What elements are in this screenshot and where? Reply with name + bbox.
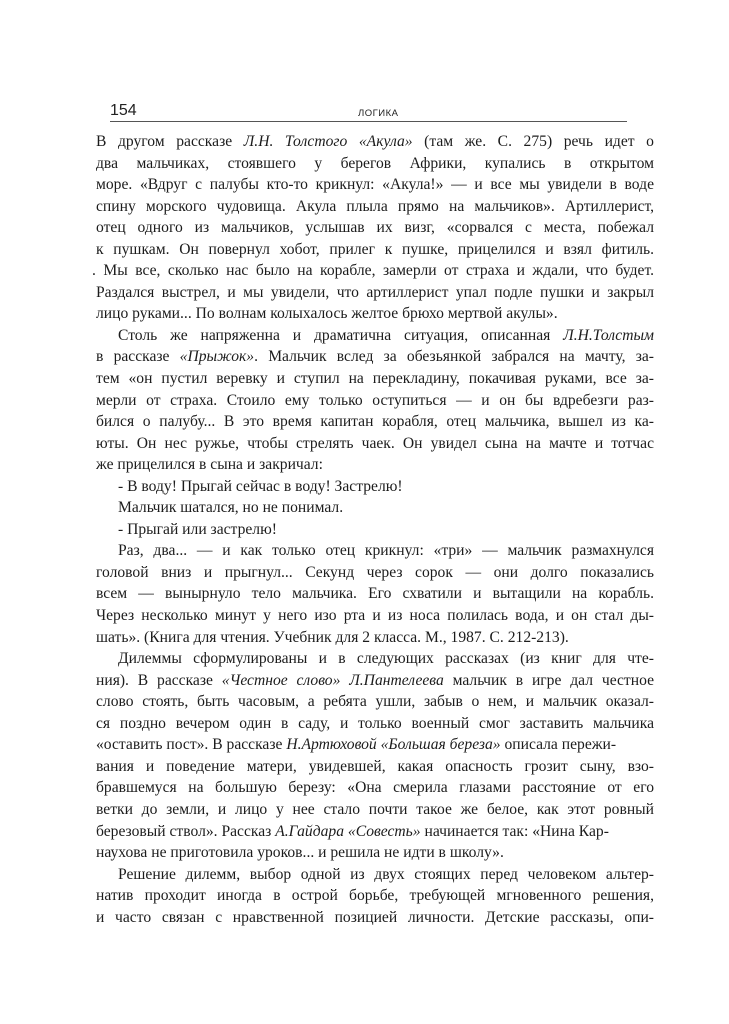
text-run: - Прыгай или застрелю! — [118, 520, 277, 538]
text-run: всем — вынырнуло тело мальчика. Его схватили и вытащили на корабль. — [96, 585, 654, 603]
text-run: море. «Вдруг с палубы кто-то крикнул: «Акула!» — и все мы увидели в воде — [96, 176, 654, 194]
text-run: мальчик в игре дал честное — [443, 671, 654, 689]
text-line — [92, 260, 654, 282]
text-line — [96, 196, 654, 218]
text-run: же прицелился в сына и закричал: — [96, 456, 323, 474]
text-line — [96, 282, 654, 304]
text-line — [96, 476, 654, 498]
text-line — [96, 153, 654, 175]
text-run: - В воду! Прыгай сейчас в воду! Застрелю! — [118, 477, 403, 495]
text-line — [96, 411, 654, 433]
text-run: и часто связан с нравственной позицией личности. Детские рассказы, опи- — [96, 908, 654, 926]
text-run: ветки до земли, и лицо у нее стало почти такое же белое, как этот ровный — [96, 800, 654, 818]
text-run: отец одного из мальчиков, услышав их визг, «сорвался с места, побежал — [96, 219, 654, 237]
text-line — [96, 734, 654, 756]
italic-citation: А.Гайдара «Совесть» — [275, 822, 421, 840]
text-line — [96, 670, 654, 692]
text-run: юты. Он нес ружье, чтобы стрелять чаек. Он увидел сына на мачте и тотчас — [96, 434, 654, 452]
italic-citation: «Прыжок» — [179, 348, 255, 366]
text-line — [96, 239, 654, 261]
text-line — [96, 497, 654, 519]
text-line — [96, 217, 654, 239]
text-run: спину морского чудовища. Акула плыла прямо на мальчиков». Артиллерист, — [96, 197, 654, 215]
page-body — [92, 131, 654, 928]
text-run: слово стоять, быть часовым, а ребята ушли, забыв о нем, и мальчик оказал- — [96, 693, 654, 711]
text-run: шать». (Книга для чтения. Учебник для 2 класса. М., 1987. С. 212-213). — [96, 628, 569, 646]
text-run: лицо руками... По волнам колыхалось желтое брюхо мертвой акулы». — [96, 305, 558, 323]
text-line — [96, 864, 654, 886]
text-run: головой вниз и прыгнул... Секунд через сорок — они долго показались — [96, 563, 654, 581]
text-run: описала пережи- — [500, 736, 617, 754]
text-line — [96, 303, 654, 325]
text-run: ния). В рассказе — [96, 671, 222, 689]
text-run: мерли от страха. Стоило ему только оступиться — и он бы вдребезги раз- — [96, 391, 654, 409]
text-run: Раздался выстрел, и мы увидели, что артиллерист упал подле пушки и закрыл — [96, 283, 654, 301]
italic-citation: Л.Н.Толстым — [563, 326, 654, 344]
text-line — [96, 756, 654, 778]
text-line — [96, 907, 654, 929]
page-number: 154 — [110, 102, 137, 119]
text-line — [96, 131, 654, 153]
text-line — [96, 583, 654, 605]
text-line — [96, 519, 654, 541]
italic-citation: «Честное слово» Л.Пантелеева — [221, 671, 444, 689]
text-line — [96, 390, 654, 412]
text-line — [96, 691, 654, 713]
text-run: Раз, два... — и как только отец крикнул: «три» — мальчик размахнулся — [118, 542, 654, 560]
text-line — [96, 562, 654, 584]
page-header — [110, 101, 627, 122]
text-line — [96, 325, 654, 347]
text-line — [96, 454, 654, 476]
text-run: . Мы все, сколько нас было на корабле, замерли от страха и ждали, что будет. — [92, 262, 654, 280]
text-run: натив проходит иногда в острой борьбе, требующей мгновенного решения, — [96, 887, 654, 905]
text-line — [96, 799, 654, 821]
text-line — [96, 821, 654, 843]
text-run: Столь же напряженна и драматична ситуация, описанная — [118, 326, 564, 344]
text-run: бравшемуся на большую березу: «Она смерила глазами расстояние от его — [96, 779, 654, 797]
text-run: тем «он пустил веревку и ступил на перекладину, покачивая руками, все за- — [96, 370, 654, 388]
text-line — [96, 777, 654, 799]
italic-citation: Л.Н. Толстого «Акула» — [243, 133, 413, 150]
text-run: вания и поведение матери, увидевшей, какая опасность грозит сыну, взо- — [96, 757, 654, 775]
text-line — [96, 627, 654, 649]
text-run: Решение дилемм, выбор одной из двух стоящих перед человеком альтер- — [118, 865, 654, 883]
text-line — [96, 885, 654, 907]
text-run: к пушкам. Он повернул хобот, прилег к пушке, прицелился и взял фитиль. — [96, 240, 654, 258]
text-line — [96, 713, 654, 735]
text-run: в рассказе — [96, 348, 180, 366]
text-line — [96, 540, 654, 562]
text-run: ся поздно вечером один в саду, и только военный смог заставить мальчика — [96, 714, 654, 732]
text-line — [96, 842, 654, 864]
italic-citation: Н.Артюховой «Большая береза» — [286, 736, 501, 754]
running-title: ЛОГИКА — [358, 108, 399, 119]
text-run: Дилеммы сформулированы и в следующих рассказах (из книг для чте- — [118, 650, 654, 668]
text-line — [96, 433, 654, 455]
text-line — [96, 346, 654, 368]
text-line — [96, 174, 654, 196]
text-run: начинается так: «Нина Кар- — [420, 822, 609, 840]
text-run: бился о палубу... В это время капитан корабля, отец мальчика, вышел из ка- — [96, 413, 654, 431]
text-run: наухова не приготовила уроков... и решила не идти в школу». — [96, 844, 504, 862]
text-line — [96, 648, 654, 670]
text-run: два мальчиках, стоявшего у берегов Африки, купались в открытом — [96, 154, 654, 172]
text-run: березовый ствол». Рассказ — [96, 822, 276, 840]
text-run: Мальчик шатался, но не понимал. — [118, 499, 344, 517]
text-run: (там же. С. 275) речь идет о — [412, 133, 654, 150]
text-run: «оставить пост». В рассказе — [96, 736, 287, 754]
text-line — [96, 605, 654, 627]
text-run: . Мальчик вслед за обезьянкой забрался на мачту, за- — [254, 348, 654, 366]
text-run: В другом рассказе — [96, 133, 244, 150]
text-run: Через несколько минут у него изо рта и из носа полилась вода, и он стал ды- — [96, 607, 654, 625]
text-line — [96, 368, 654, 390]
